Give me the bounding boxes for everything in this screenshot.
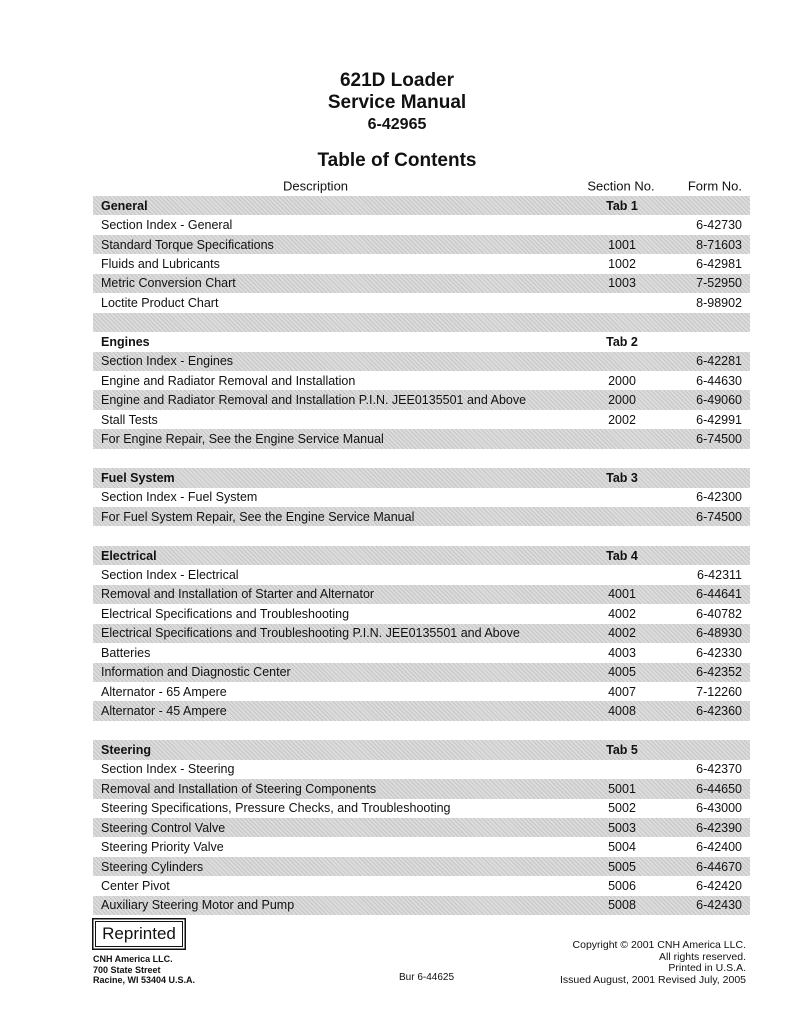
company-address xyxy=(93,954,195,986)
toc-row xyxy=(93,507,750,526)
section-cell: Tab 4 xyxy=(606,548,638,563)
form-cell: 6-49060 xyxy=(696,393,742,408)
toc-row xyxy=(93,352,750,371)
section-cell: 1001 xyxy=(608,237,636,252)
toc-row xyxy=(93,429,750,448)
toc-row xyxy=(93,896,750,915)
toc-row xyxy=(93,643,750,662)
form-cell: 6-44641 xyxy=(696,587,742,602)
description-cell: Section Index - Fuel System xyxy=(101,490,258,505)
toc-row xyxy=(93,390,750,409)
section-cell: 1003 xyxy=(608,276,636,291)
section-cell: 5006 xyxy=(608,879,636,894)
description-cell: Loctite Product Chart xyxy=(101,295,219,310)
form-cell: 6-42281 xyxy=(696,354,742,369)
form-cell: 6-42420 xyxy=(696,879,742,894)
toc-row xyxy=(93,254,750,273)
section-header-row xyxy=(93,468,750,487)
col-section-header: Section No. xyxy=(587,178,655,194)
form-cell: 6-42370 xyxy=(696,762,742,777)
description-cell: Steering Cylinders xyxy=(101,859,204,874)
toc-row xyxy=(93,274,750,293)
address-line: CNH America LLC. xyxy=(93,954,173,964)
toc-row xyxy=(93,293,750,312)
section-cell: 4005 xyxy=(608,665,636,680)
section-cell: 5002 xyxy=(608,801,636,816)
manual-subtitle: Service Manual xyxy=(327,92,467,113)
section-cell: 5005 xyxy=(608,859,636,874)
description-cell: Section Index - Steering xyxy=(101,762,235,777)
address-line: Racine, WI 53404 U.S.A. xyxy=(93,975,196,985)
form-cell: 6-74500 xyxy=(696,509,742,524)
form-cell: 6-42430 xyxy=(696,898,742,913)
form-cell: 6-74500 xyxy=(696,431,742,446)
toc-row xyxy=(93,371,750,390)
form-cell: 6-42311 xyxy=(697,568,742,583)
section-header-row xyxy=(93,196,750,215)
copyright-line: Issued August, 2001 Revised July, 2005 xyxy=(559,973,746,986)
description-cell: Fluids and Lubricants xyxy=(101,257,220,272)
section-cell: 5008 xyxy=(608,898,636,913)
description-cell: For Engine Repair, See the Engine Service Manual xyxy=(101,431,384,446)
toc-row xyxy=(93,876,750,895)
form-cell: 6-44630 xyxy=(696,373,742,388)
description-cell: Section Index - Electrical xyxy=(101,568,239,583)
description-cell: Standard Torque Specifications xyxy=(101,237,274,252)
section-cell: 5003 xyxy=(608,820,636,835)
form-cell: 6-42730 xyxy=(696,218,742,233)
description-cell: Engine and Radiator Removal and Installation P.I.N. JEE0135501 and Above xyxy=(101,393,527,408)
description-cell: Center Pivot xyxy=(101,879,170,894)
description-cell: Steering Control Valve xyxy=(101,820,226,835)
spacer-row xyxy=(93,526,750,545)
title-block xyxy=(0,70,794,172)
description-cell: Steering Priority Valve xyxy=(101,840,224,855)
section-cell: Tab 1 xyxy=(606,198,638,213)
description-cell: Removal and Installation of Steering Components xyxy=(101,781,377,796)
toc-row xyxy=(93,682,750,701)
spacer-row xyxy=(93,721,750,740)
section-cell: 4002 xyxy=(608,606,636,621)
form-cell: 7-52950 xyxy=(696,276,742,291)
section-cell: 2002 xyxy=(608,412,636,427)
form-cell: 6-48930 xyxy=(696,626,742,641)
section-cell: Tab 2 xyxy=(606,334,638,349)
col-description-header: Description xyxy=(283,178,349,194)
description-cell: Auxiliary Steering Motor and Pump xyxy=(101,898,295,913)
form-cell: 6-42991 xyxy=(696,412,742,427)
copyright-line: Printed in U.S.A. xyxy=(668,962,746,974)
copyright-notice xyxy=(560,940,746,986)
toc-row xyxy=(93,604,750,623)
col-form-header: Form No. xyxy=(687,178,742,194)
form-cell: 6-42352 xyxy=(696,665,742,680)
address-line: 700 State Street xyxy=(93,964,161,975)
toc-row xyxy=(93,857,750,876)
manual-title: 621D Loader xyxy=(339,70,455,91)
description-cell: Metric Conversion Chart xyxy=(101,276,236,291)
bur-number: Bur 6-44625 xyxy=(399,972,455,983)
toc-row xyxy=(93,818,750,837)
form-cell: 7-12260 xyxy=(696,684,742,699)
form-cell: 6-44670 xyxy=(696,859,742,874)
toc-row xyxy=(93,663,750,682)
form-cell: 6-42360 xyxy=(696,704,742,719)
copyright-line: All rights reserved. xyxy=(659,950,746,963)
toc-row xyxy=(93,410,750,429)
section-cell: 2000 xyxy=(608,373,636,388)
description-cell: Batteries xyxy=(101,645,151,660)
form-cell: 8-98902 xyxy=(696,295,742,310)
copyright-line: Copyright © 2001 CNH America LLC. xyxy=(572,939,746,951)
section-cell: 4001 xyxy=(608,587,636,602)
section-cell: 5004 xyxy=(608,840,636,855)
section-cell: 1002 xyxy=(608,257,636,272)
description-cell: Steering Specifications, Pressure Checks, and Troubleshooting xyxy=(101,801,451,816)
description-cell: Stall Tests xyxy=(101,412,158,427)
section-cell: Tab 3 xyxy=(606,470,638,485)
section-cell: 2000 xyxy=(608,393,636,408)
description-cell: Information and Diagnostic Center xyxy=(101,665,291,680)
form-cell: 6-43000 xyxy=(696,801,742,816)
toc-row xyxy=(93,565,750,584)
spacer-row xyxy=(93,449,750,468)
form-cell: 6-42981 xyxy=(696,257,742,272)
description-cell: Alternator - 65 Ampere xyxy=(101,684,227,699)
form-cell: 6-42330 xyxy=(696,645,742,660)
form-cell: 6-44650 xyxy=(696,781,742,796)
toc-row xyxy=(93,624,750,643)
description-cell: Alternator - 45 Ampere xyxy=(101,704,227,719)
toc-title: Table of Contents xyxy=(317,150,477,171)
form-cell: 6-42400 xyxy=(696,840,742,855)
toc-row xyxy=(93,701,750,720)
section-header-row xyxy=(93,332,750,351)
form-cell: 6-42300 xyxy=(696,490,742,505)
description-cell: Electrical Specifications and Troubleshooting P.I.N. JEE0135501 and Above xyxy=(101,626,520,641)
toc-row xyxy=(93,215,750,234)
description-cell: General xyxy=(101,198,148,213)
toc-row xyxy=(93,779,750,798)
section-header-row xyxy=(93,546,750,565)
form-cell: 6-40782 xyxy=(696,606,742,621)
toc-row xyxy=(93,760,750,779)
description-cell: Engines xyxy=(101,334,150,349)
description-cell: Electrical xyxy=(101,548,157,563)
section-cell: 4003 xyxy=(608,645,636,660)
description-cell: Removal and Installation of Starter and Alternator xyxy=(101,587,375,602)
toc-row xyxy=(93,488,750,507)
toc-row xyxy=(93,837,750,856)
toc-row xyxy=(93,799,750,818)
reprinted-stamp: Reprinted xyxy=(95,921,183,947)
description-cell: Electrical Specifications and Troubleshooting xyxy=(101,606,350,621)
section-cell: Tab 5 xyxy=(606,742,638,757)
spacer-row xyxy=(93,313,750,332)
description-cell: Engine and Radiator Removal and Installation xyxy=(101,373,356,388)
toc-row xyxy=(93,235,750,254)
toc-table xyxy=(93,176,750,915)
description-cell: For Fuel System Repair, See the Engine Service Manual xyxy=(101,509,415,524)
section-header-row xyxy=(93,740,750,759)
description-cell: Section Index - General xyxy=(101,218,233,233)
description-cell: Steering xyxy=(101,742,152,757)
section-cell: 4007 xyxy=(608,684,636,699)
section-cell: 5001 xyxy=(608,781,636,796)
form-cell: 6-42390 xyxy=(696,820,742,835)
toc-header-row xyxy=(93,176,750,196)
section-cell: 4002 xyxy=(608,626,636,641)
manual-form-number: 6-42965 xyxy=(367,116,427,133)
description-cell: Fuel System xyxy=(101,470,175,485)
form-cell: 8-71603 xyxy=(696,237,742,252)
description-cell: Section Index - Engines xyxy=(101,354,234,369)
section-cell: 4008 xyxy=(608,704,636,719)
toc-row xyxy=(93,585,750,604)
